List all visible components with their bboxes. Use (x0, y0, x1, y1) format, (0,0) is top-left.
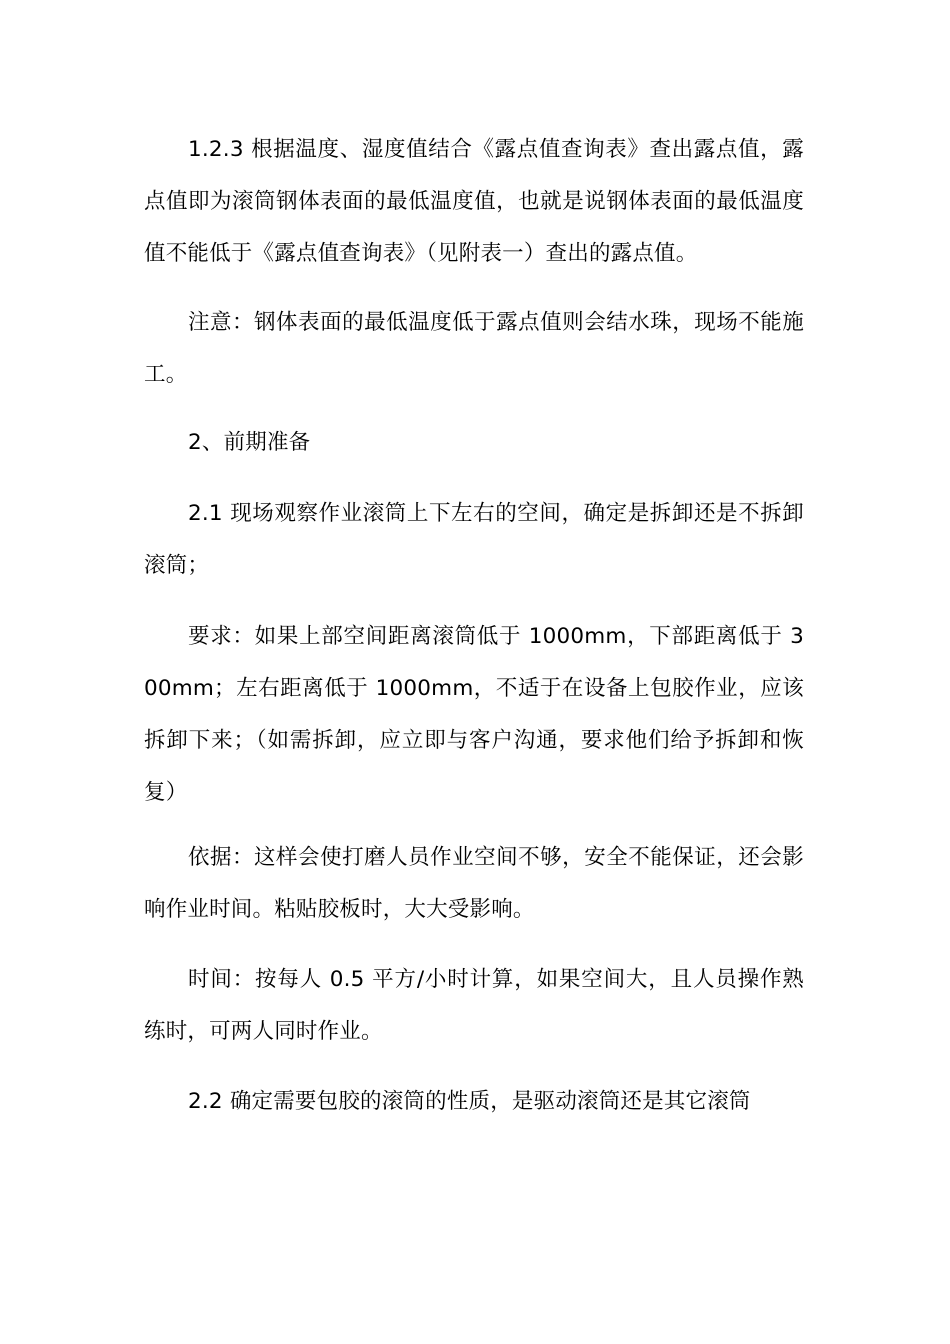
paragraph-note: 注意：钢体表面的最低温度低于露点值则会结水珠，现场不能施工。 (144, 310, 804, 387)
paragraph-basis: 依据：这样会使打磨人员作业空间不够，安全不能保证，还会影响作业时间。粘贴胶板时，大大受影响。 (144, 845, 804, 922)
paragraph-2-2-roller-type: 2.2 确定需要包胶的滚筒的性质，是驱动滚筒还是其它滚筒 (188, 1089, 751, 1114)
paragraph-requirements: 要求：如果上部空间距离滚筒低于 1000mm，下部距离低于 300mm；左右距离低于 1000mm，不适于在设备上包胶作业，应该拆卸下来；（如需拆卸，应立即与客户沟通，要求他们给予拆卸和恢复） (144, 624, 804, 805)
paragraph-2-1-site-observation: 2.1 现场观察作业滚筒上下左右的空间，确定是拆卸还是不拆卸滚筒； (144, 501, 804, 578)
section-heading-preparation: 2、前期准备 (188, 430, 311, 455)
paragraph-time: 时间：按每人 0.5 平方/小时计算，如果空间大，且人员操作熟练时，可两人同时作业。 (144, 967, 804, 1044)
paragraph-1-2-3-dew-point: 1.2.3 根据温度、湿度值结合《露点值查询表》查出露点值，露点值即为滚筒钢体表面的最低温度值，也就是说钢体表面的最低温度值不能低于《露点值查询表》（见附表一）查出的露点值。 (144, 137, 804, 266)
